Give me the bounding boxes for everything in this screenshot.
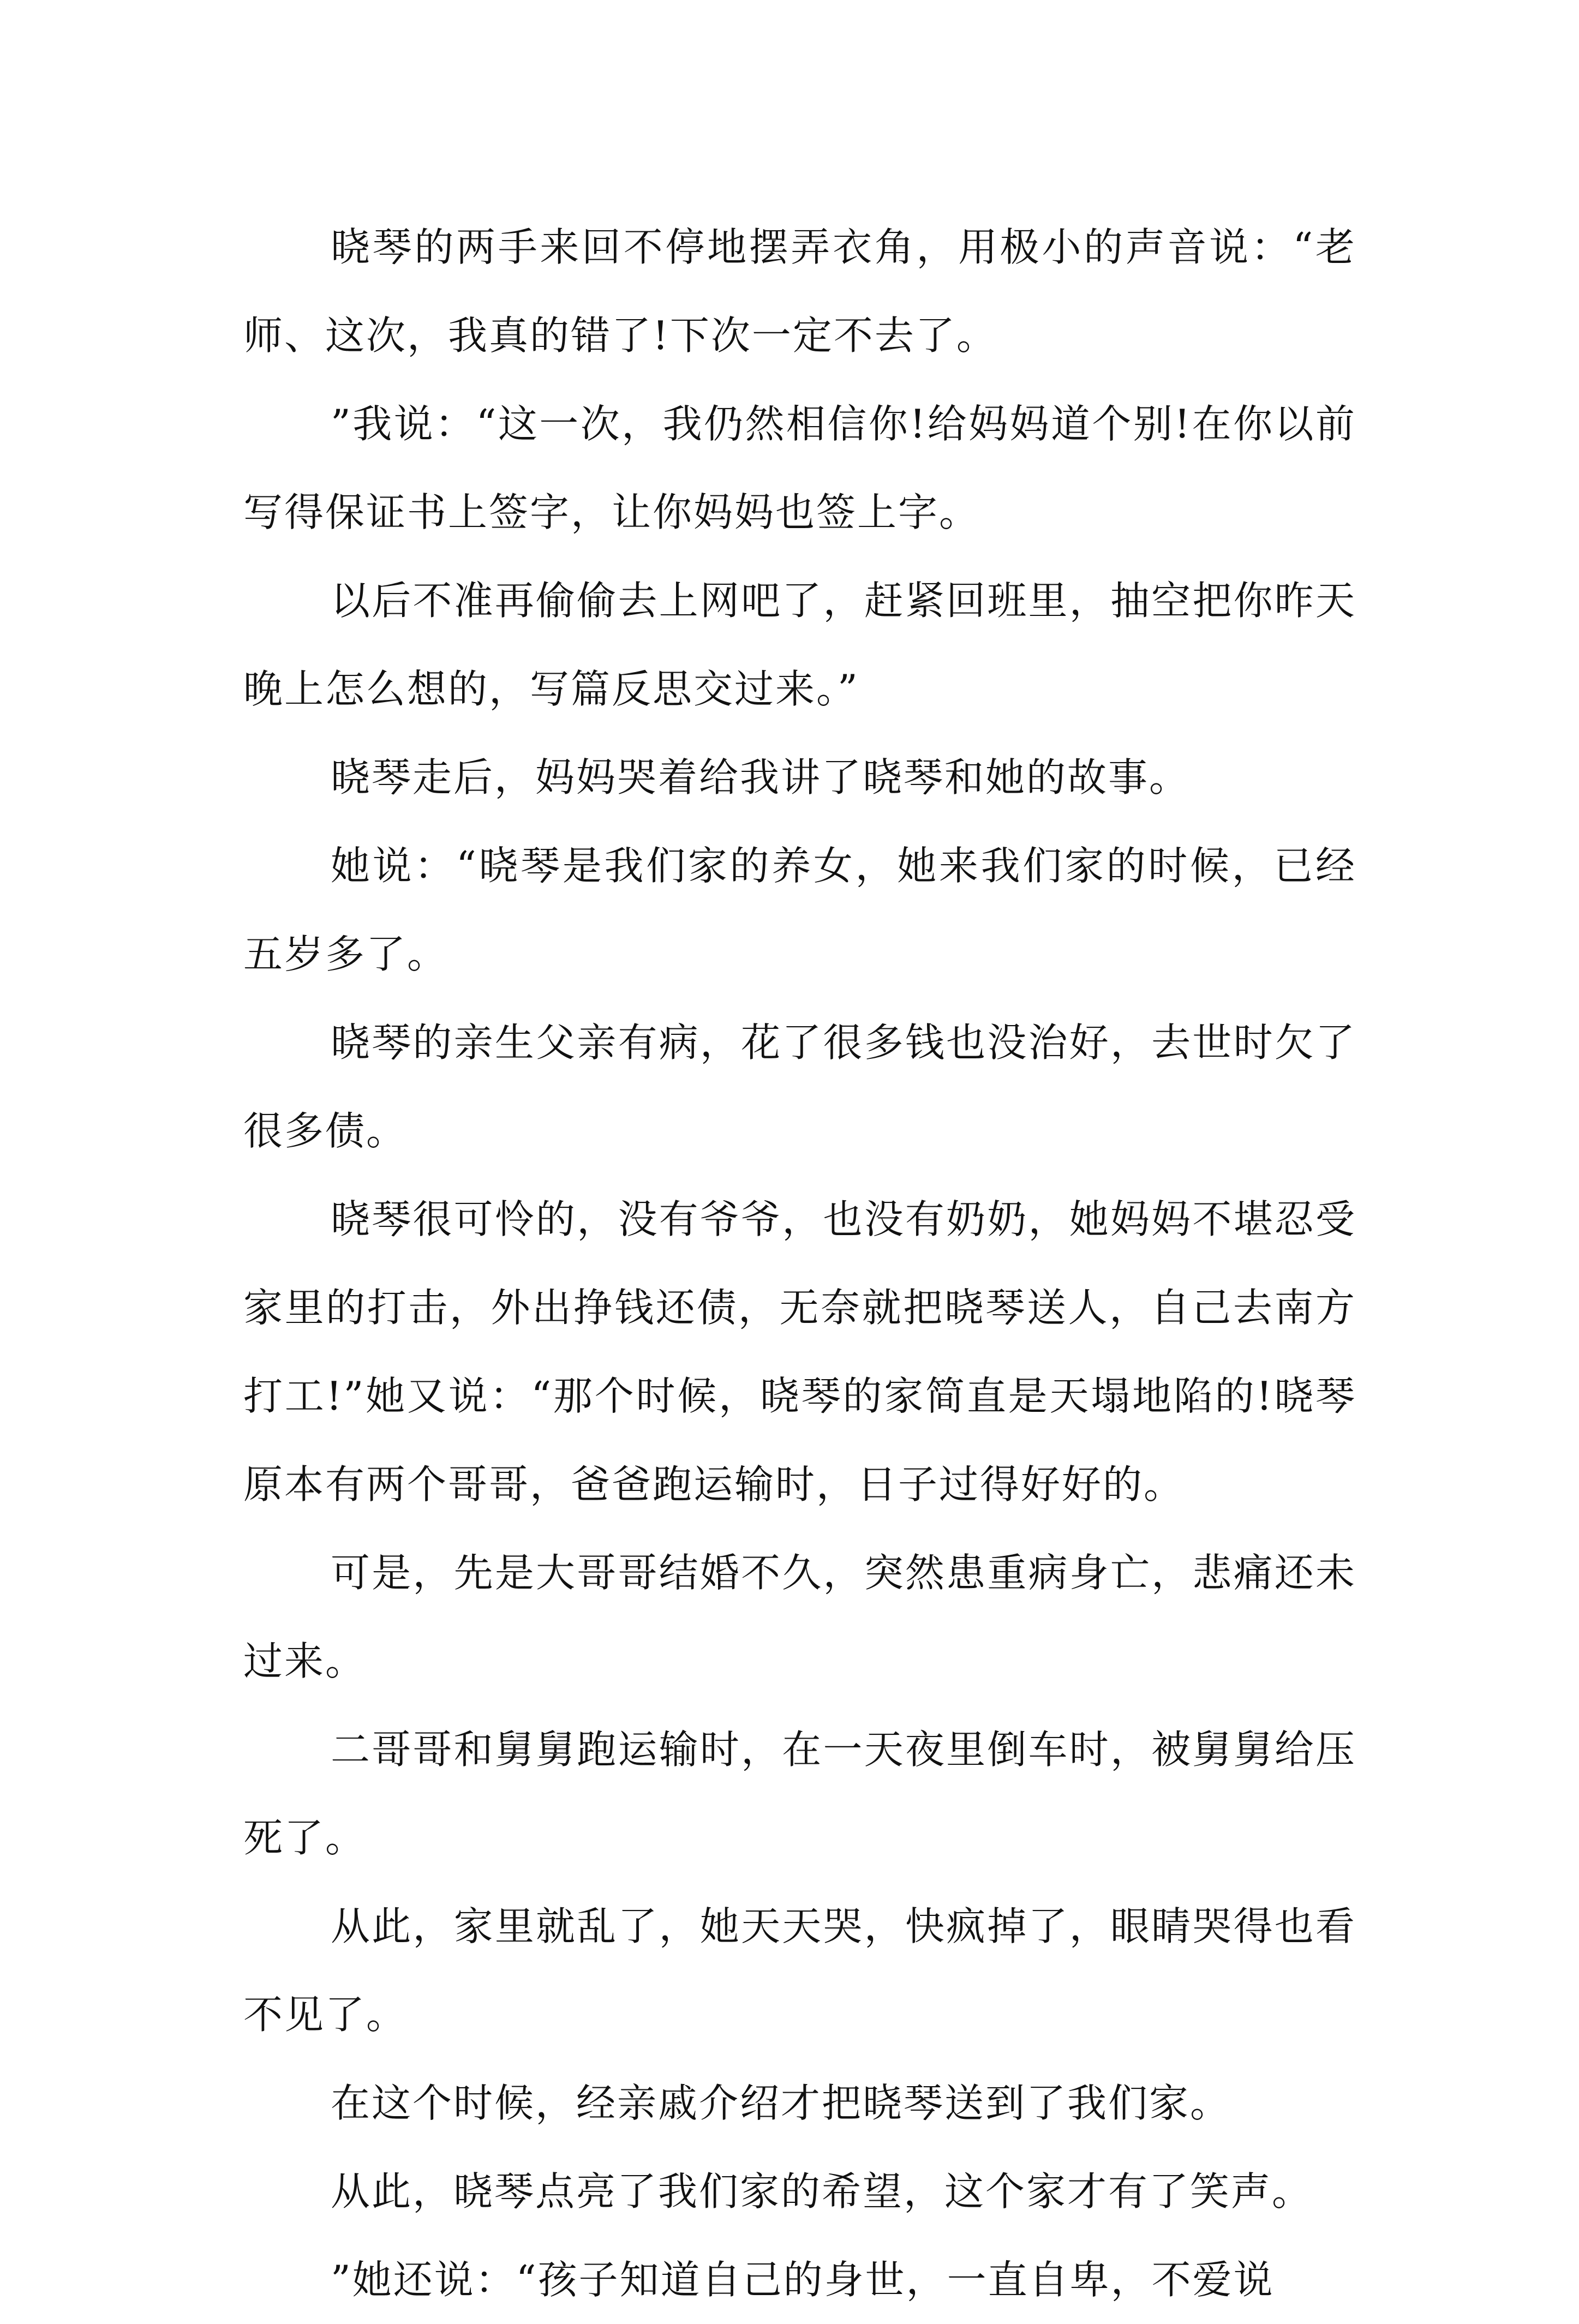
paragraph: 二哥哥和舅舅跑运输时，在一天夜里倒车时，被舅舅给压死了。 xyxy=(243,1727,1356,1861)
document-body xyxy=(243,203,1356,2324)
paragraph: 晓琴的亲生父亲有病，花了很多钱也没治好，去世时欠了很多债。 xyxy=(243,1020,1356,1154)
paragraph: 在这个时候，经亲戚介绍才把晓琴送到了我们家。 xyxy=(331,2080,1231,2126)
paragraph: 晓琴的两手来回不停地摆弄衣角，用极小的声音说：“老师、这次，我真的错了!下次一定不去了。 xyxy=(243,224,1356,358)
paragraph: ”她还说：“孩子知道自己的身世，一直自卑，不爱说 xyxy=(331,2257,1275,2303)
paragraph: 晓琴很可怜的，没有爷爷，也没有奶奶，她妈妈不堪忍受家里的打击，外出挣钱还债，无奈就把晓琴送人，自己去南方打工!”她又说：“那个时候，晓琴的家简直是天塌地陷的!晓琴原本有两个哥哥，爸爸跑运输时，日子过得好好的。 xyxy=(243,1196,1356,1507)
paragraph: 以后不准再偷偷去上网吧了，赶紧回班里，抽空把你昨天晚上怎么想的，写篇反思交过来。” xyxy=(243,578,1356,712)
paragraph: 晓琴走后，妈妈哭着给我讲了晓琴和她的故事。 xyxy=(331,754,1191,800)
paragraph: 从此，晓琴点亮了我们家的希望，这个家才有了笑声。 xyxy=(331,2169,1313,2214)
paragraph: ”我说：“这一次，我仍然相信你!给妈妈道个别!在你以前写得保证书上签字，让你妈妈也签上字。 xyxy=(243,401,1356,535)
paragraph: 可是，先是大哥哥结婚不久，突然患重病身亡，悲痛还未过来。 xyxy=(243,1550,1356,1684)
paragraph: 从此，家里就乱了，她天天哭，快疯掉了，眼睛哭得也看不见了。 xyxy=(243,1903,1356,2038)
paragraph: 她说：“晓琴是我们家的养女，她来我们家的时候，已经五岁多了。 xyxy=(243,843,1356,977)
